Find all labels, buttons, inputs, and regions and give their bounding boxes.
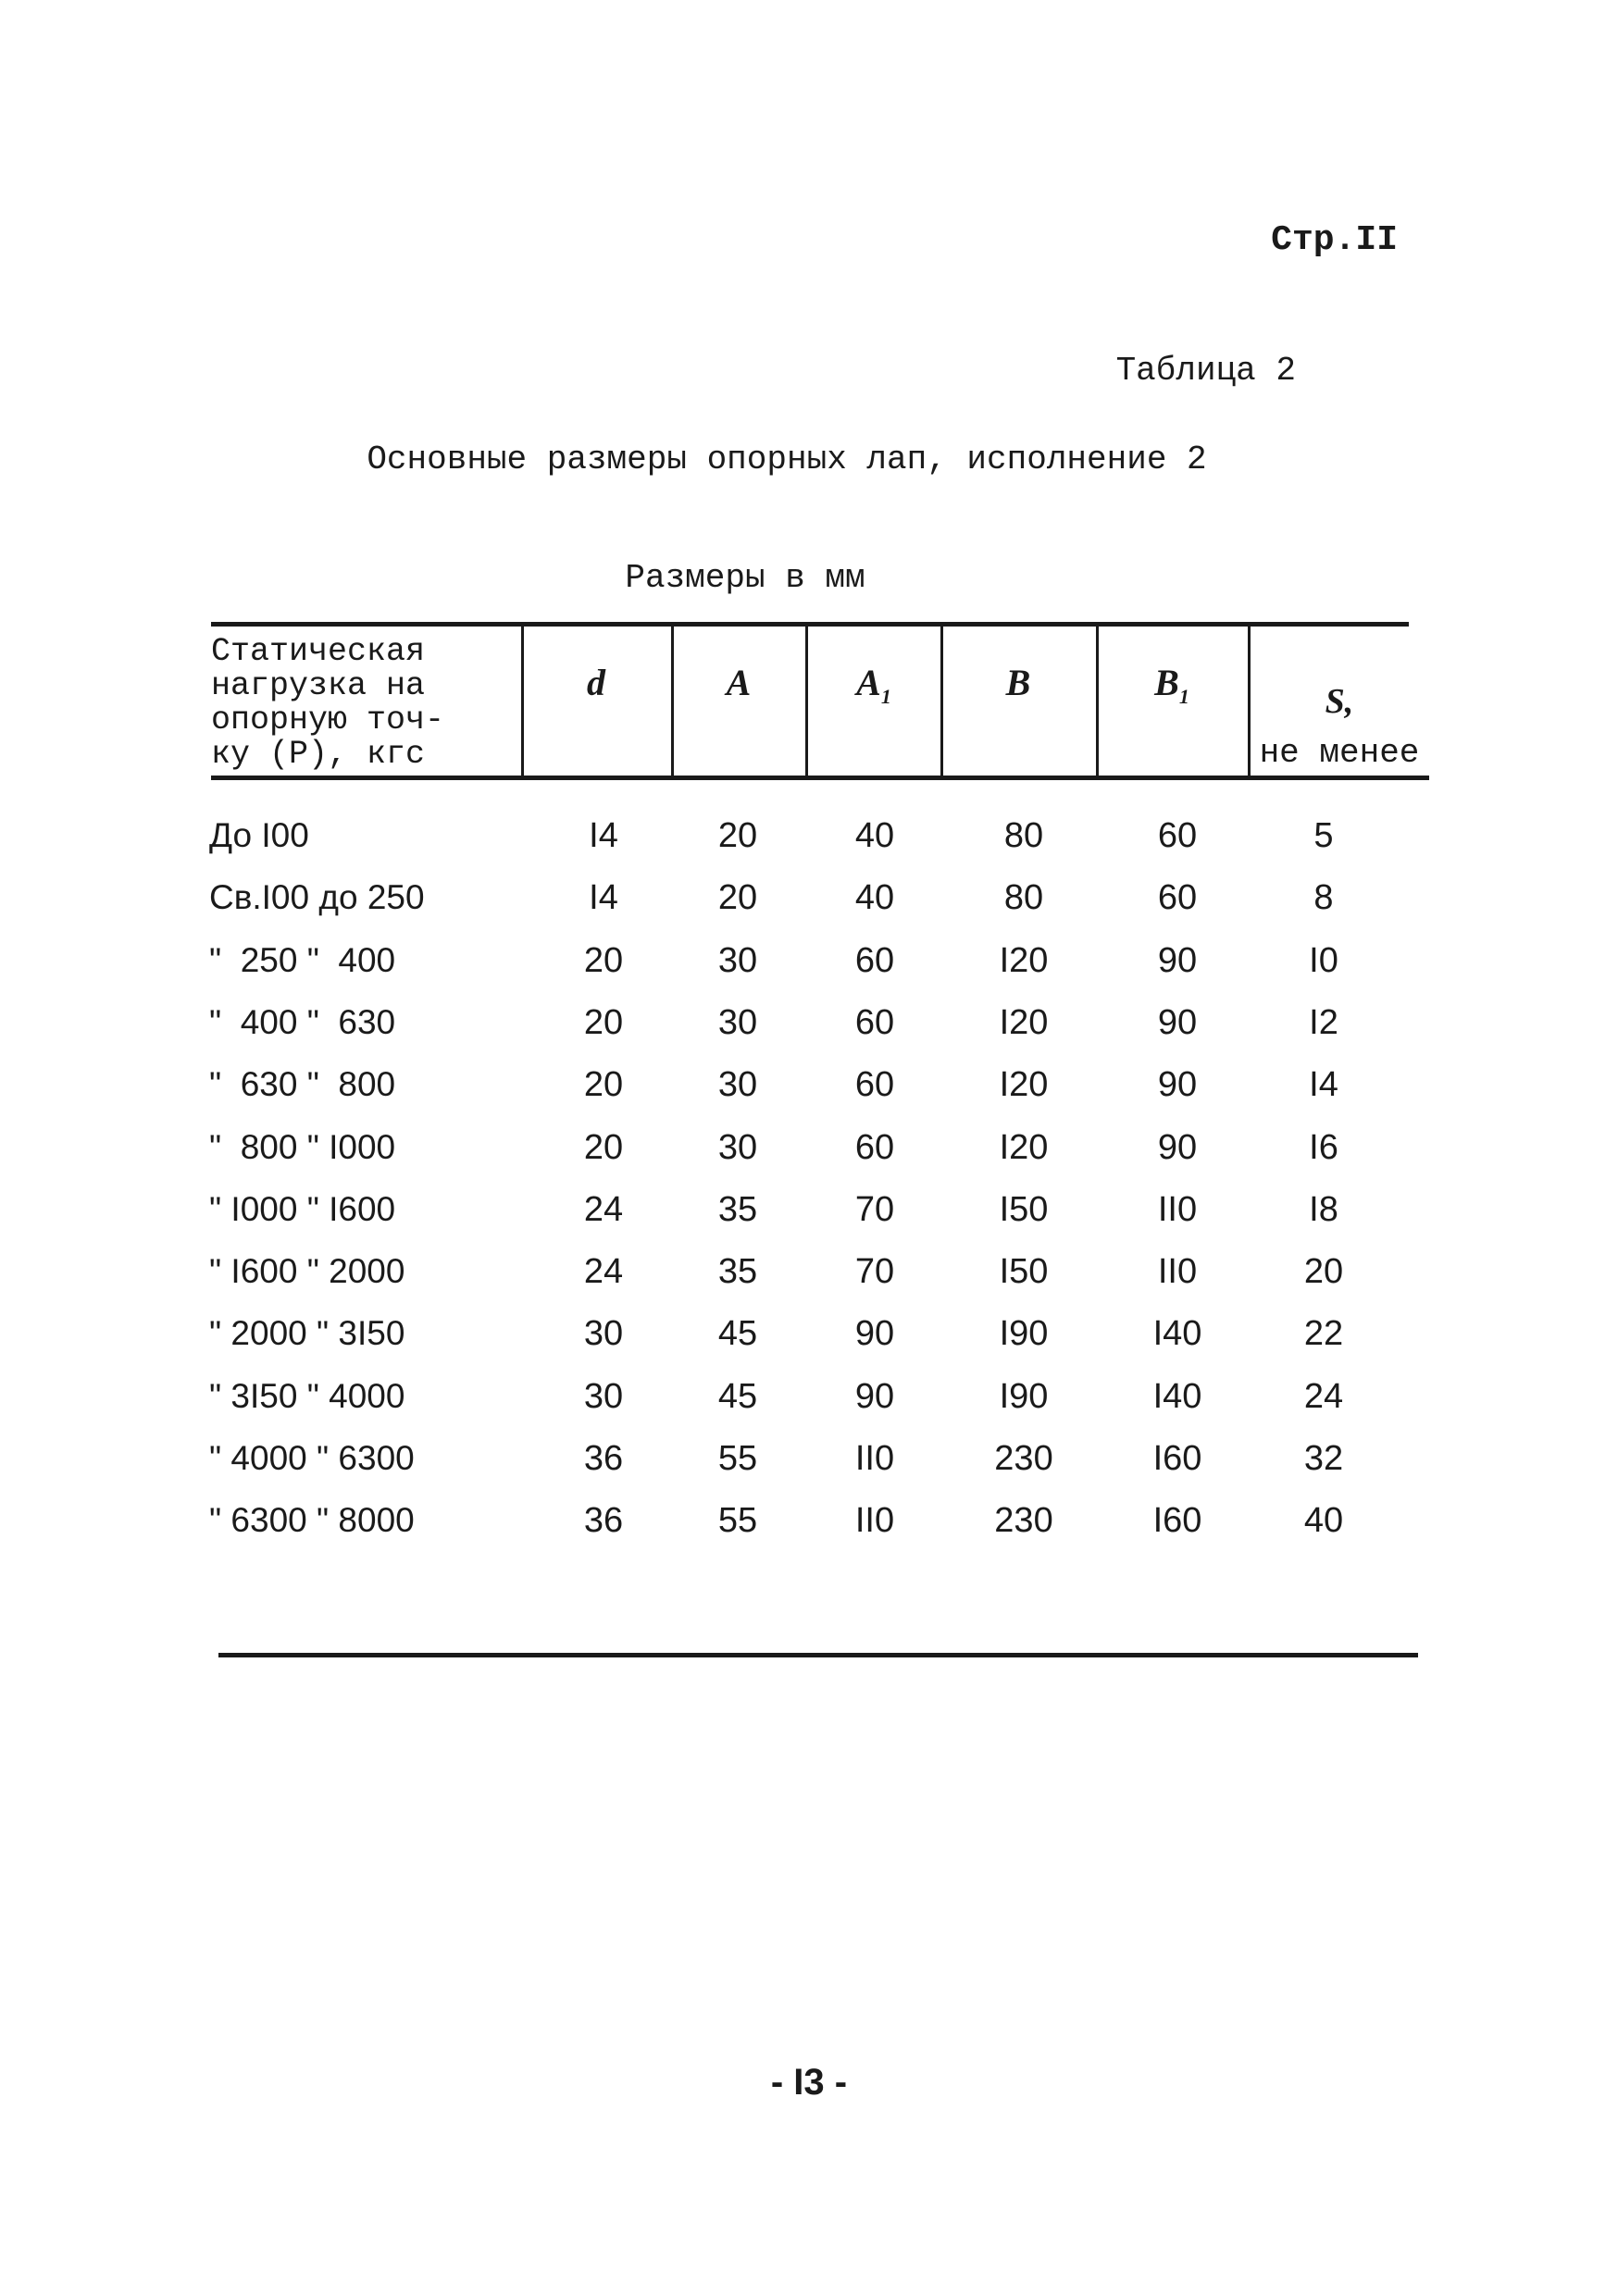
row-load-label: " 250 " 400 (209, 941, 396, 979)
cell-s: 20 (1303, 1252, 1344, 1291)
cell-a1: 90 (854, 1377, 895, 1416)
cell-a: 20 (717, 878, 758, 917)
cell-a: 30 (717, 1065, 758, 1104)
cell-a: 45 (717, 1377, 758, 1416)
cell-a: 35 (717, 1190, 758, 1229)
cell-d: 20 (583, 1128, 624, 1167)
cell-a1: II0 (854, 1439, 895, 1478)
cell-b1: I60 (1152, 1439, 1202, 1478)
cell-b1: 60 (1157, 878, 1198, 917)
header-s-symbol: S, (1325, 682, 1354, 721)
row-load-label: " I600 " 2000 (209, 1252, 405, 1290)
cell-a: 45 (717, 1314, 758, 1353)
cell-b1: 90 (1157, 1065, 1198, 1104)
cell-s: 32 (1303, 1439, 1344, 1478)
cell-b: I20 (999, 1003, 1049, 1042)
cell-s: 40 (1303, 1501, 1344, 1540)
cell-a1: 60 (854, 1065, 895, 1104)
cell-b1: I40 (1152, 1314, 1202, 1353)
cell-b: I50 (999, 1252, 1049, 1291)
cell-d: 30 (583, 1377, 624, 1416)
cell-b: I20 (999, 941, 1049, 980)
cell-d: 36 (583, 1439, 624, 1478)
cell-s: 5 (1313, 816, 1334, 855)
cell-b: I20 (999, 1065, 1049, 1104)
row-load-label: " I000 " I600 (209, 1190, 396, 1228)
row-load-label: " 2000 " 3I50 (209, 1314, 405, 1352)
cell-d: 20 (583, 941, 624, 980)
cell-a1: 90 (854, 1314, 895, 1353)
cell-d: 30 (583, 1314, 624, 1353)
cell-d: 36 (583, 1501, 624, 1540)
header-s (1251, 676, 1427, 779)
row-load-label: " 800 " I000 (209, 1128, 396, 1166)
cell-d: I4 (589, 816, 618, 855)
cell-s: I4 (1309, 1065, 1338, 1104)
cell-a1: 70 (854, 1190, 895, 1229)
header-divider (1248, 625, 1251, 778)
row-load-label: " 400 " 630 (209, 1003, 396, 1041)
cell-a: 30 (717, 1128, 758, 1167)
cell-b1: I60 (1152, 1501, 1202, 1540)
cell-b: I90 (999, 1377, 1049, 1416)
row-load-label: " 6300 " 8000 (209, 1501, 415, 1539)
cell-s: 24 (1303, 1377, 1344, 1416)
cell-d: 24 (583, 1252, 624, 1291)
cell-s: I6 (1309, 1128, 1338, 1167)
cell-b: 80 (1003, 816, 1044, 855)
header-divider (940, 625, 943, 778)
cell-d: I4 (589, 878, 618, 917)
header-b1: $B_1$ (1154, 662, 1189, 708)
cell-s: I2 (1309, 1003, 1338, 1042)
cell-a1: 60 (854, 1003, 895, 1042)
table-header-rule (211, 776, 1429, 780)
table-caption: Основные размеры опорных лап, исполнение 2 (367, 441, 1207, 478)
row-load-label: До I00 (209, 816, 309, 854)
cell-s: I0 (1309, 941, 1338, 980)
cell-a1: 40 (854, 878, 895, 917)
table-bottom-rule (218, 1653, 1418, 1657)
cell-b1: 90 (1157, 1003, 1198, 1042)
cell-a: 30 (717, 941, 758, 980)
cell-a: 20 (717, 816, 758, 855)
cell-a: 30 (717, 1003, 758, 1042)
cell-b: I50 (999, 1190, 1049, 1229)
header-load: Статическая нагрузка на опорную точ- ку (Р), кгс (211, 633, 445, 773)
cell-b: I20 (999, 1128, 1049, 1167)
cell-a1: 60 (854, 941, 895, 980)
cell-b1: 90 (1157, 941, 1198, 980)
cell-a1: 60 (854, 1128, 895, 1167)
cell-a: 35 (717, 1252, 758, 1291)
cell-a1: 40 (854, 816, 895, 855)
page-number: - I3 - (770, 2062, 848, 2103)
cell-b1: II0 (1157, 1252, 1198, 1291)
page-reference: Стр.II (1271, 220, 1398, 260)
row-load-label: Св.I00 до 250 (209, 878, 425, 916)
table-top-rule (211, 622, 1409, 627)
cell-a: 55 (717, 1501, 758, 1540)
cell-a: 55 (717, 1439, 758, 1478)
cell-s: I8 (1309, 1190, 1338, 1229)
row-load-label: " 4000 " 6300 (209, 1439, 415, 1477)
cell-d: 24 (583, 1190, 624, 1229)
header-s-note: не менее (1259, 734, 1420, 772)
cell-s: 8 (1313, 878, 1334, 917)
row-load-label: " 3I50 " 4000 (209, 1377, 405, 1415)
header-divider (1096, 625, 1099, 778)
row-load-label: " 630 " 800 (209, 1065, 396, 1103)
table-number: Таблица 2 (1115, 352, 1296, 390)
units-note: Размеры в мм (625, 559, 865, 597)
header-divider (521, 625, 524, 778)
header-divider (805, 625, 808, 778)
cell-a1: II0 (854, 1501, 895, 1540)
cell-b: 230 (994, 1439, 1053, 1478)
cell-b: 80 (1003, 878, 1044, 917)
cell-d: 20 (583, 1003, 624, 1042)
cell-a1: 70 (854, 1252, 895, 1291)
cell-b1: II0 (1157, 1190, 1198, 1229)
cell-s: 22 (1303, 1314, 1344, 1353)
cell-b1: 90 (1157, 1128, 1198, 1167)
cell-b1: I40 (1152, 1377, 1202, 1416)
cell-b1: 60 (1157, 816, 1198, 855)
header-d: d (587, 662, 605, 703)
header-a1: $A_1$ (856, 662, 891, 708)
header-a: A (726, 662, 752, 703)
cell-d: 20 (583, 1065, 624, 1104)
header-b: B (1005, 662, 1031, 703)
cell-b: I90 (999, 1314, 1049, 1353)
cell-b: 230 (994, 1501, 1053, 1540)
